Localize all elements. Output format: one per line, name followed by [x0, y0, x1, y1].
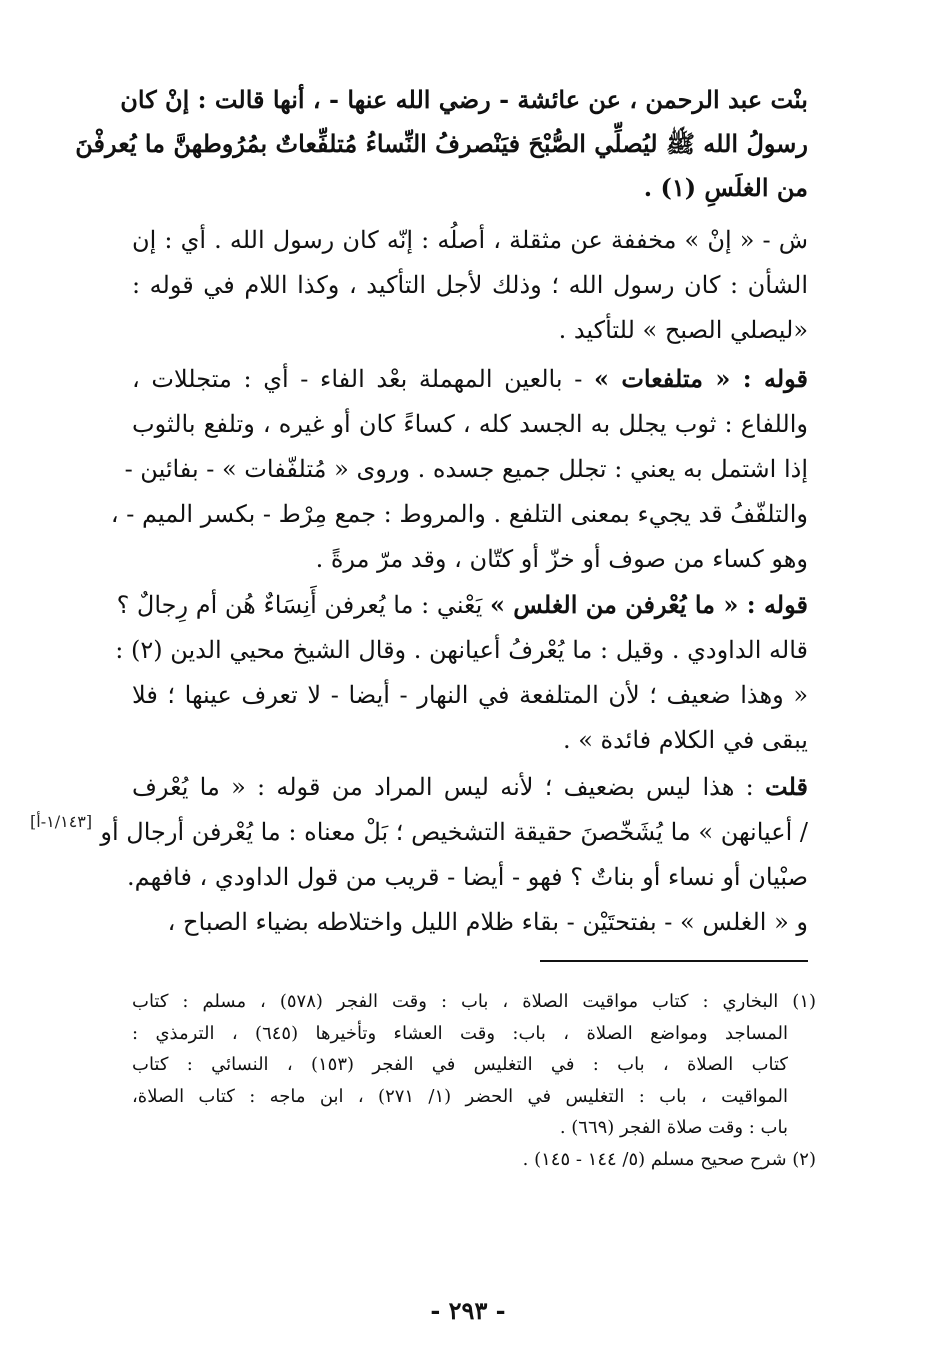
text-line: « وهذا ضعيف ؛ لأن المتلفعة في النهار - أيضا - لا تعرف عينها ؛ فلا	[132, 681, 809, 709]
text-segment: - بالعين المهملة بعْد الفاء - أي : متجللات ،	[132, 365, 594, 393]
term-lead: قلت	[765, 772, 808, 801]
text-line	[116, 582, 808, 628]
commentary-paragraph	[100, 764, 808, 945]
text-segment: يَعْني : ما يُعرفن أَنِسَاءٌ هُن أم رِجالٌ ؟	[116, 591, 490, 619]
footnote-line: المساجد ومواضع الصلاة ، باب: وقت العشاء وتأخيرها (٦٤٥) ، الترمذي :	[132, 1022, 788, 1044]
text-line: وهو كساء من صوف أو خزّ أو كتّان ، وقد مرّ مرةً .	[315, 545, 808, 573]
commentary-paragraph	[132, 218, 808, 353]
text-line: صبْيان أو نساء أو بناتٌ ؟ فهو - أيضا - قريب من قول الداودي ، فافهم.	[127, 863, 808, 891]
hadith-line: رسولُ الله ﷺ ليُصلِّي الصُّبْحَ فيَنْصرفُ النِّساءُ مُتلفِّعاتٌ بمُرُوطهنَّ ما يُعرفْنَ	[75, 129, 808, 158]
text-line: والتلفّفُ قد يجيء بمعنى التلفع . والمروط : جمع مِرْط - بكسر الميم - ،	[110, 500, 808, 528]
text-line	[132, 356, 808, 402]
hadith-line: من الغلَسِ (١) .	[643, 173, 808, 202]
footnote-line: (١) البخاري : كتاب مواقيت الصلاة ، باب : وقت الفجر (٥٧٨) ، مسلم : كتاب	[132, 991, 817, 1012]
hadith-text	[75, 78, 808, 210]
text-line	[132, 764, 808, 810]
term-lead: قوله : « متلفعات »	[593, 364, 809, 393]
text-line: «ليصلي الصبح » للتأكيد .	[558, 316, 808, 344]
footnote-divider	[540, 960, 808, 962]
term-lead: قوله : « ما يُعْرفن من الغلس »	[489, 590, 808, 619]
page-number: - ٢٩٣ -	[430, 1296, 506, 1325]
commentary-paragraph	[115, 582, 809, 763]
text-line: يبقى في الكلام فائدة » .	[562, 726, 808, 754]
text-line: / أعيانهن » ما يُشَخّصنَ حقيقة التشخيص ؛ بَلْ معناه : ما يُعْرفن أرجال أو	[100, 818, 808, 846]
footnote	[132, 986, 816, 1144]
footnote-line: المواقيت ، باب : التغليس في الحضر (١/ ٢٧١) ، ابن ماجه : كتاب الصلاة،	[132, 1085, 788, 1107]
commentary-paragraph	[110, 356, 809, 582]
hadith-line: بنْت عبد الرحمن ، عن عائشة - رضي الله عنها - ، أنها قالت : إنْ كان	[120, 85, 808, 114]
footnote-line: (٢) شرح صحيح مسلم (٥/ ١٤٤ - ١٤٥) .	[522, 1149, 816, 1170]
footnote-line: باب : وقت صلاة الفجر (٦٦٩) .	[559, 1117, 788, 1138]
text-line: ش - « إنْ » مخففة عن مثقلة ، أصلُه : إنّه كان رسول الله . أي : إن	[132, 226, 808, 254]
text-line: و « الغلس » - بفتحتَيْن - بقاء ظلام الليل واختلاطه بضياء الصباح ،	[167, 908, 808, 936]
text-segment: : هذا ليس بضعيف ؛ لأنه ليس المراد من قوله : « ما يُعْرف	[132, 773, 766, 801]
folio-marker: [١/١٤٣-أ]	[30, 812, 93, 831]
text-line: واللفاع : ثوب يجلل به الجسد كله ، كساءً كان أو غيره ، وتلفع بالثوب	[132, 410, 808, 438]
text-line: الشأن : كان رسول الله ؛ وذلك لأجل التأكيد ، وكذا اللام في قوله :	[132, 271, 808, 299]
footnote	[132, 1144, 816, 1176]
footnote-line: كتاب الصلاة ، باب : في التغليس في الفجر (١٥٣) ، النسائي : كتاب	[132, 1054, 788, 1075]
text-line: قاله الداودي . وقيل : ما يُعْرفُ أعيانهن . وقال الشيخ محيي الدين (٢) :	[115, 636, 808, 664]
text-line: إذا اشتمل به يعني : تجلل جميع جسده . وروى « مُتلفّفات » - بفائين -	[124, 455, 808, 483]
